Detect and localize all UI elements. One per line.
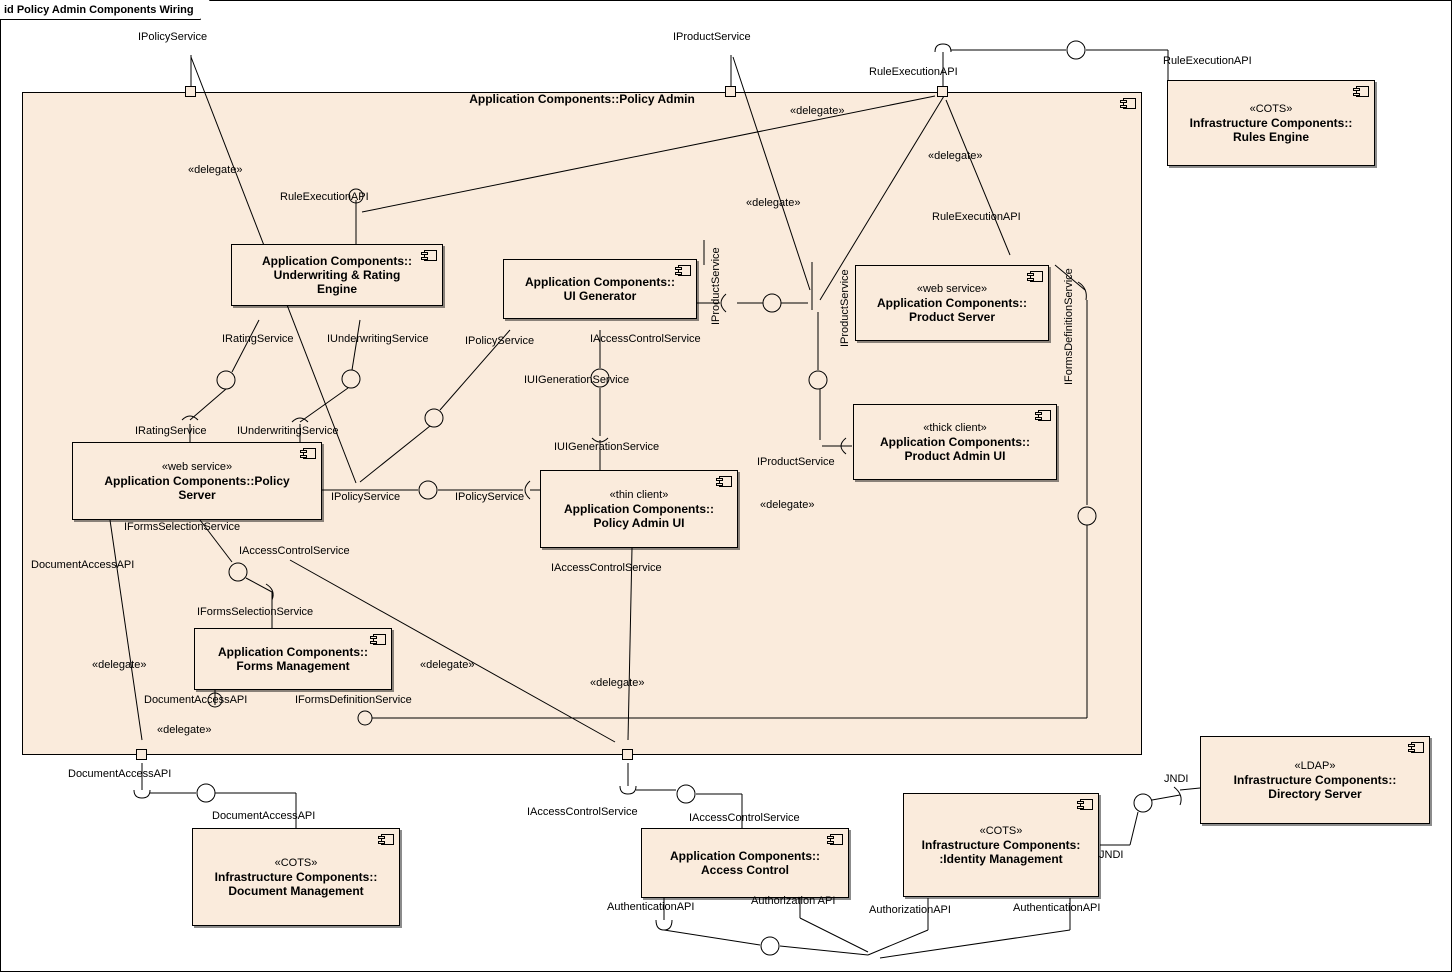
label-delegate-4: «delegate» xyxy=(746,197,801,209)
component-icon xyxy=(1038,410,1051,421)
label-delegate-2: «delegate» xyxy=(790,105,845,117)
label-documentaccessapi-4: DocumentAccessAPI xyxy=(212,810,316,822)
label-ruleexecutionapi-ps: RuleExecutionAPI xyxy=(932,211,1021,223)
component-icon xyxy=(381,834,394,845)
component-ui-generator[interactable] xyxy=(503,259,697,319)
component-icon xyxy=(303,448,316,459)
component-directory-server[interactable] xyxy=(1200,736,1430,824)
component-icon xyxy=(424,250,437,261)
label-jndi-1: JNDI xyxy=(1164,773,1189,785)
label-iproductservice-top: IProductService xyxy=(673,31,751,43)
component-document-management[interactable] xyxy=(192,828,400,926)
component-icon xyxy=(719,476,732,487)
component-access-control[interactable] xyxy=(641,828,849,898)
label-iuigenerationservice-2: IUIGenerationService xyxy=(554,441,660,453)
label-ipolicyservice-uigen: IPolicyService xyxy=(465,335,535,347)
label-jndi-2: JNDI xyxy=(1099,849,1124,861)
component-policy-server[interactable] xyxy=(72,442,322,520)
component-icon xyxy=(678,265,691,276)
label-ruleexecutionapi-port: RuleExecutionAPI xyxy=(869,66,958,78)
component-forms-management[interactable] xyxy=(194,628,392,690)
component-icon xyxy=(1080,799,1093,810)
component-stereotype: «COTS» xyxy=(1249,102,1293,115)
label-authenticationapi-2: AuthenticationAPI xyxy=(1013,902,1101,914)
component-label-line1: Application Components:: xyxy=(525,275,675,289)
component-product-server[interactable] xyxy=(855,265,1049,341)
package-title: Application Components::Policy Admin xyxy=(469,92,695,106)
component-label-line1: Infrastructure Components:: xyxy=(1189,115,1353,130)
label-documentaccessapi-2: DocumentAccessAPI xyxy=(144,694,248,706)
component-label-line2: Product Server xyxy=(908,309,996,324)
component-stereotype: «LDAP» xyxy=(1294,759,1336,772)
component-label-line1: Application Components:: xyxy=(670,849,820,863)
label-delegate-5: «delegate» xyxy=(760,499,815,511)
component-label-line2: Document Management xyxy=(228,883,364,898)
component-rules-engine[interactable] xyxy=(1167,80,1375,166)
component-label-line2: Forms Management xyxy=(236,659,350,673)
component-label-line1: Application Components:: xyxy=(880,434,1030,449)
label-delegate-7: «delegate» xyxy=(590,677,645,689)
component-identity-management[interactable] xyxy=(903,793,1099,897)
component-product-admin-ui[interactable] xyxy=(853,404,1057,480)
label-iunderwritingservice-2: IUnderwritingService xyxy=(237,425,339,437)
port-iaccesscontrolservice[interactable] xyxy=(622,749,633,760)
label-delegate-1: «delegate» xyxy=(188,164,243,176)
component-stereotype: «COTS» xyxy=(979,824,1023,837)
label-documentaccessapi-1: DocumentAccessAPI xyxy=(31,559,135,571)
label-iformsselectionservice-2: IFormsSelectionService xyxy=(197,606,314,618)
diagram-title-tab xyxy=(0,0,201,20)
component-icon xyxy=(373,634,386,645)
label-iaccesscontrolservice-ps: IAccessControlService xyxy=(239,545,350,557)
component-label-line2: :Identity Management xyxy=(939,851,1063,866)
label-iproductservice-rot2: IProductService xyxy=(839,269,851,347)
label-iformsselectionservice-1: IFormsSelectionService xyxy=(124,521,241,533)
port-documentaccessapi[interactable] xyxy=(136,749,147,760)
component-label-line1: Infrastructure Components: xyxy=(921,837,1081,852)
component-icon xyxy=(1030,271,1043,282)
component-stereotype: «web service» xyxy=(161,460,233,473)
component-label-line2: Policy Admin UI xyxy=(593,515,685,530)
label-delegate-6: «delegate» xyxy=(420,659,475,671)
port-iproductservice[interactable] xyxy=(725,86,736,97)
component-icon xyxy=(830,834,843,845)
label-iaccesscontrolservice-pui: IAccessControlService xyxy=(551,562,662,574)
component-label-line1: Application Components::Policy xyxy=(104,473,290,488)
component-label-line1: Application Components:: xyxy=(877,295,1027,310)
component-label-line2: UI Generator xyxy=(563,289,637,303)
label-iproductservice-padmin: IProductService xyxy=(757,456,835,468)
component-label-line2: Product Admin UI xyxy=(904,448,1006,463)
component-label-line1: Application Components:: xyxy=(262,254,412,268)
component-label-line2: Underwriting & Rating xyxy=(273,268,401,282)
port-ipolicyservice[interactable] xyxy=(185,86,196,97)
label-ruleexecutionapi-uw: RuleExecutionAPI xyxy=(280,191,369,203)
label-iratingservice-1: IRatingService xyxy=(222,333,294,345)
label-iformsdefinitionservice-bottom: IFormsDefinitionService xyxy=(295,694,412,706)
component-label-line1: Infrastructure Components:: xyxy=(214,869,378,884)
label-authorizationapi-1: Authorization API xyxy=(751,895,836,907)
label-delegate-9: «delegate» xyxy=(157,724,212,736)
component-policy-admin-ui[interactable] xyxy=(540,470,738,548)
label-ruleexecutionapi-engine: RuleExecutionAPI xyxy=(1163,55,1252,67)
label-iformsdefinitionservice-rot: IFormsDefinitionService xyxy=(1063,268,1075,385)
label-iunderwritingservice-1: IUnderwritingService xyxy=(327,333,429,345)
label-iproductservice-uigen-rot: IProductService xyxy=(710,247,722,325)
label-documentaccessapi-3: DocumentAccessAPI xyxy=(68,768,172,780)
component-label-line2: Server xyxy=(178,487,216,502)
label-authorizationapi-2: AuthorizationAPI xyxy=(869,904,951,916)
diagram-id-prefix: id xyxy=(4,4,14,16)
label-ipolicyservice-right: IPolicyService xyxy=(455,491,525,503)
label-ipolicyservice-top: IPolicyService xyxy=(138,31,208,43)
component-label-line1: Application Components:: xyxy=(564,501,714,516)
label-iaccesscontrolservice-uigen: IAccessControlService xyxy=(590,333,701,345)
component-label-line2: Access Control xyxy=(700,863,790,877)
component-label-line2: Rules Engine xyxy=(1232,129,1309,144)
component-stereotype: «COTS» xyxy=(274,856,318,869)
component-stereotype: «thick client» xyxy=(923,421,987,434)
label-delegate-8: «delegate» xyxy=(92,659,147,671)
component-stereotype: «thin client» xyxy=(609,488,669,501)
label-iaccesscontrolservice-b1: IAccessControlService xyxy=(527,806,638,818)
component-underwriting-rating-engine[interactable] xyxy=(231,244,443,306)
diagram-title: Policy Admin Components Wiring xyxy=(16,4,194,16)
label-iaccesscontrolservice-b2: IAccessControlService xyxy=(689,812,800,824)
component-icon xyxy=(1356,86,1369,97)
component-label-line1: Infrastructure Components:: xyxy=(1233,772,1397,787)
label-iratingservice-2: IRatingService xyxy=(135,425,207,437)
label-authenticationapi-1: AuthenticationAPI xyxy=(607,901,695,913)
component-stereotype: «web service» xyxy=(916,282,988,295)
component-label-line1: Application Components:: xyxy=(218,645,368,659)
component-label-line2: Directory Server xyxy=(1268,786,1362,801)
port-ruleexecutionapi[interactable] xyxy=(937,86,948,97)
label-iuigenerationservice-1: IUIGenerationService xyxy=(524,374,630,386)
label-delegate-3: «delegate» xyxy=(928,150,983,162)
component-label-line3: Engine xyxy=(316,282,357,296)
label-ipolicyservice-left: IPolicyService xyxy=(331,491,401,503)
component-icon xyxy=(1411,742,1424,753)
